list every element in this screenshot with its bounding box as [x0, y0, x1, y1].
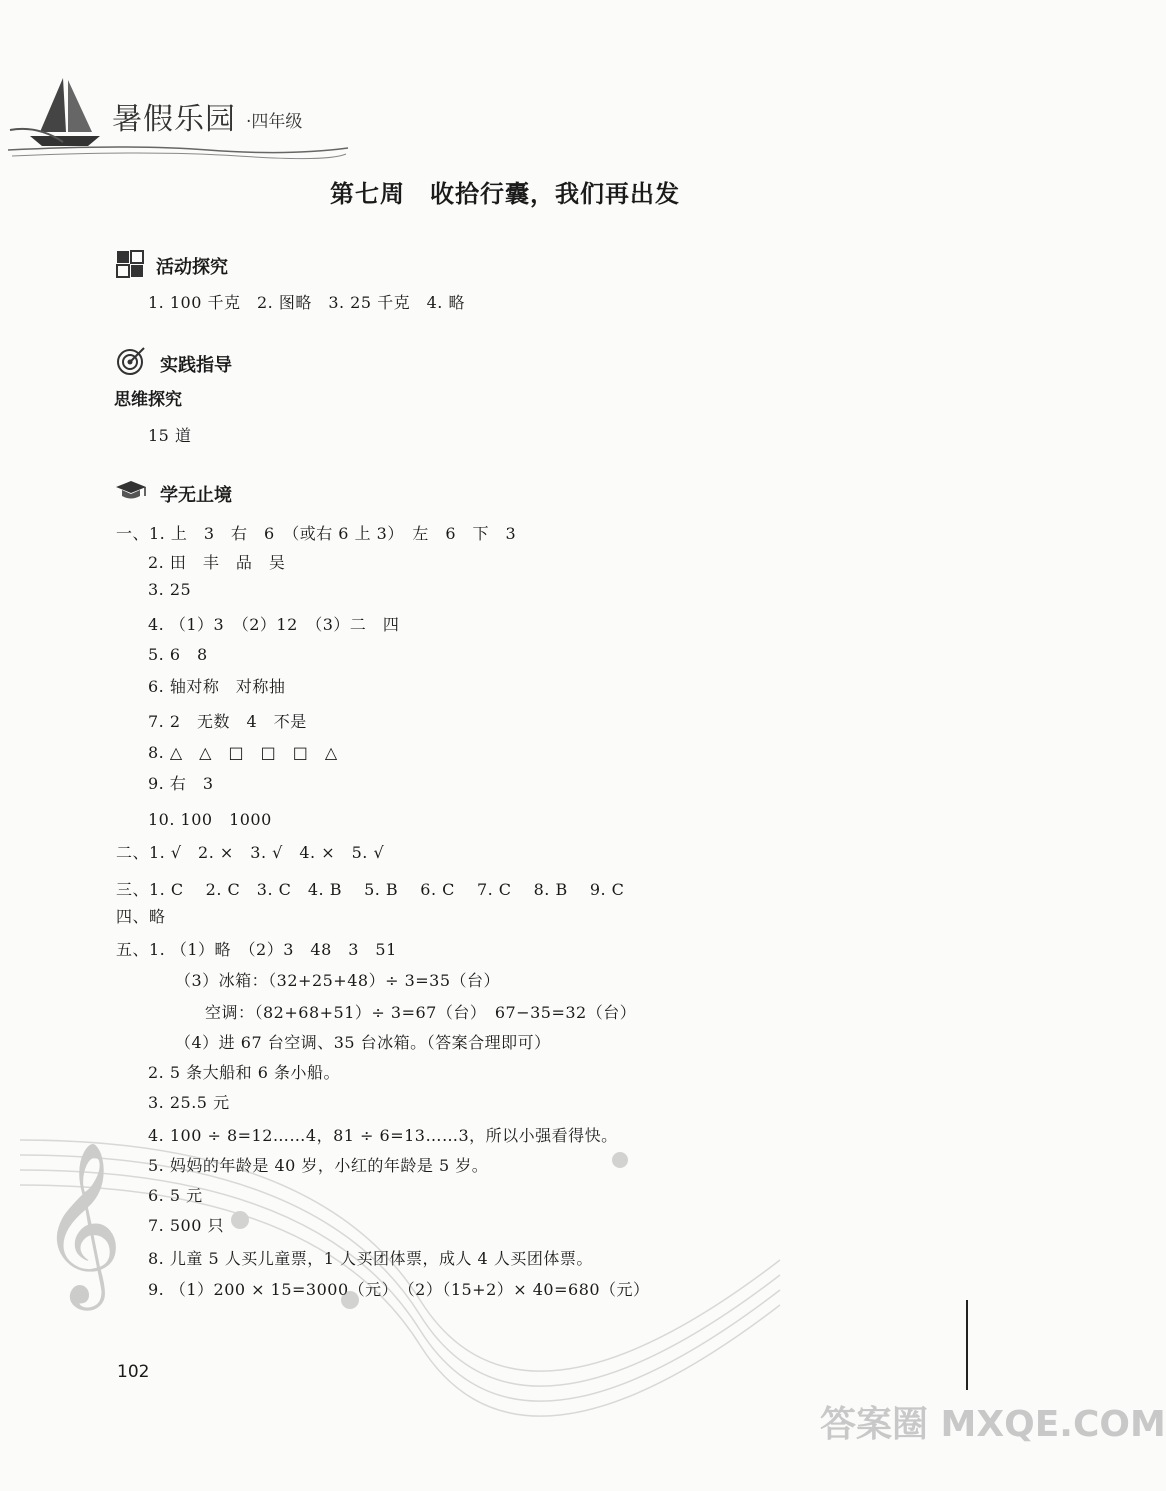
answer-line: 空调：（82+68+51）÷ 3=67（台） 67−35=32（台）	[205, 1003, 637, 1022]
answer-line: 7. 500 只	[148, 1216, 224, 1235]
answer-line: 五、1. （1）略 （2）3 48 3 51	[116, 940, 397, 959]
answer-line: 2. 田 丰 品 吴	[148, 553, 286, 572]
section-heading-activity: 活动探究	[156, 257, 228, 278]
margin-rule	[966, 1300, 968, 1390]
music-staff-decoration	[20, 1100, 780, 1400]
header-brand: 暑假乐园	[112, 102, 236, 137]
answer-line: 10. 100 1000	[148, 810, 272, 829]
answer-line: 一、1. 上 3 右 6 （或右 6 上 3） 左 6 下 3	[116, 524, 517, 543]
answer-line: 9. （1）200 × 15=3000（元） （2）（15+2）× 40=680（元）	[148, 1280, 650, 1299]
answer-line: 4. 100 ÷ 8=12……4，81 ÷ 6=13……3，所以小强看得快。	[148, 1126, 618, 1145]
answer-line: 5. 6 8	[148, 645, 208, 664]
header-grade: ·四年级	[246, 112, 303, 132]
answer-line: 4. （1）3 （2）12 （3）二 四	[148, 615, 400, 634]
answer-line: 2. 5 条大船和 6 条小船。	[148, 1063, 340, 1082]
watermark-logo: 答案圈 MXQE.COM	[820, 1404, 1166, 1445]
answer-line: 6. 5 元	[148, 1186, 203, 1205]
section-heading-practice: 实践指导	[160, 355, 232, 376]
answer-line: （4）进 67 台空调、35 台冰箱。（答案合理即可）	[175, 1033, 551, 1052]
answer-line: 5. 妈妈的年龄是 40 岁，小红的年龄是 5 岁。	[148, 1156, 489, 1175]
answer-line: 6. 轴对称 对称抽	[148, 677, 286, 696]
answer-line: （3）冰箱：（32+25+48）÷ 3=35（台）	[175, 971, 501, 990]
target-icon	[116, 346, 146, 376]
svg-text:𝄞: 𝄞	[40, 1141, 123, 1304]
answer-line: 二、1. √ 2. × 3. √ 4. × 5. √	[116, 843, 385, 862]
answer-line: 8. 儿童 5 人买儿童票，1 人买团体票，成人 4 人买团体票。	[148, 1249, 593, 1268]
answer-line: 3. 25.5 元	[148, 1093, 230, 1112]
answer-line: 四、略	[116, 907, 166, 926]
answer-line: 3. 25	[148, 580, 192, 599]
answer-line: 8. △ △ □ □ □ △	[148, 743, 338, 762]
puzzle-icon	[116, 250, 146, 278]
answer-line: 9. 右 3	[148, 774, 214, 793]
answer-line: 三、1. C 2. C 3. C 4. B 5. B 6. C 7. C 8. B 9. C	[116, 880, 625, 899]
subheading-thinking: 思维探究	[114, 390, 182, 410]
graduation-cap-icon	[114, 479, 148, 501]
section-heading-learning: 学无止境	[160, 485, 232, 506]
page-number: 102	[117, 1362, 150, 1382]
activity-answers: 1. 100 千克 2. 图略 3. 25 千克 4. 略	[148, 293, 465, 312]
page-title: 第七周 收拾行囊，我们再出发	[330, 180, 680, 208]
answer-line: 7. 2 无数 4 不是	[148, 712, 307, 731]
practice-answer: 15 道	[148, 426, 192, 445]
